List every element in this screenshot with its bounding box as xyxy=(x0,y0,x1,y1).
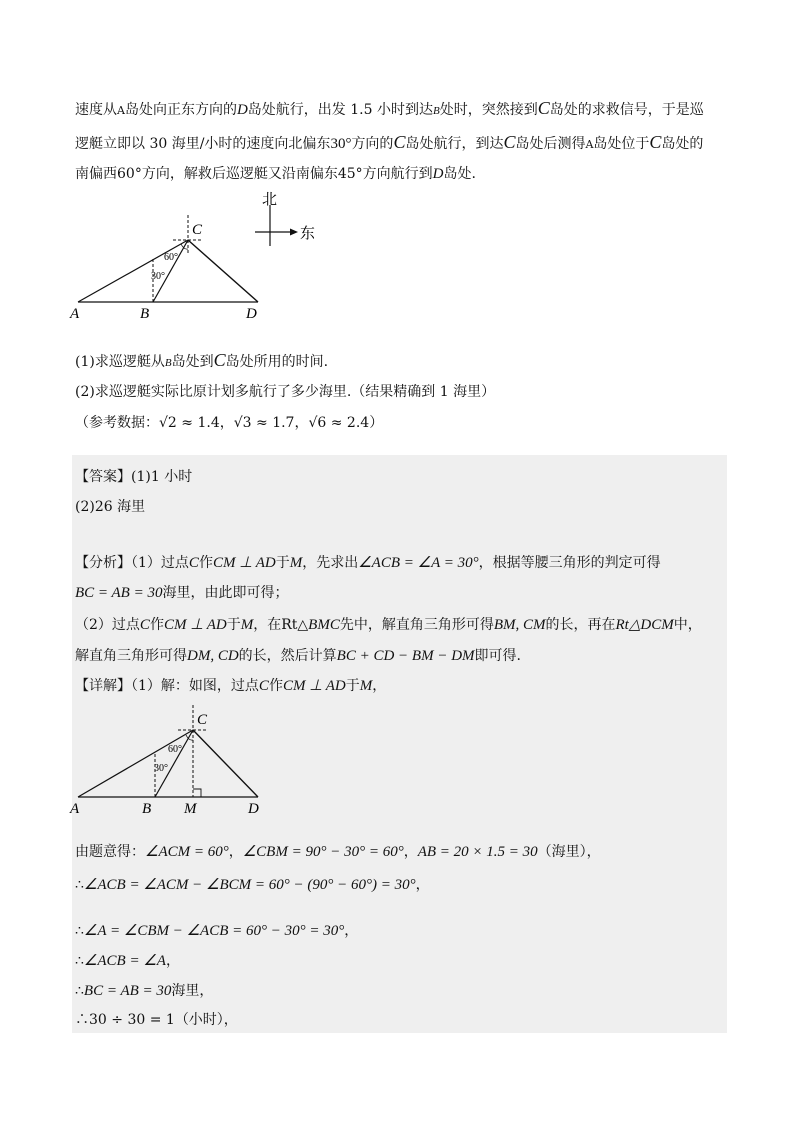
segment-ac xyxy=(78,240,188,302)
solution-line-5: ∴BC = AB = 30海里， xyxy=(75,983,214,999)
label-d: D xyxy=(246,306,257,322)
answer-line-2: (2)26 海里 xyxy=(75,499,146,515)
label-b: B xyxy=(142,801,152,817)
segment-cd xyxy=(188,240,258,302)
solution-line-6: ∴30 ÷ 30 = 1（小时）， xyxy=(75,1012,238,1028)
solution-line-4: ∴∠ACB = ∠A， xyxy=(75,953,180,969)
solution-line-3: ∴∠A = ∠CBM − ∠ACB = 60° − 30° = 30°， xyxy=(75,923,359,939)
triangle-figure-1 xyxy=(60,210,280,330)
problem-line-1: 速度从A岛处向正东方向的D岛处航行，出发 1.5 小时到达B处时，突然接到C岛处的求救信号，于是巡 xyxy=(75,98,704,118)
angle-30-label: 30° xyxy=(154,763,168,774)
solution-line-2: ∴∠ACB = ∠ACM − ∠BCM = 60° − (90° − 60°) = 30°， xyxy=(75,877,430,893)
label-a: A xyxy=(70,306,80,322)
label-m: M xyxy=(184,801,197,817)
detail-line-1: 【详解】（1）解：如图，过点C作CM ⊥ AD于M， xyxy=(75,678,387,694)
answer-line-1: 【答案】(1)1 小时 xyxy=(75,469,193,485)
analysis-line-2: BC = AB = 30海里，由此即可得； xyxy=(75,585,289,601)
compass-east-label: 东 xyxy=(300,224,316,242)
analysis-line-4: 解直角三角形可得DM, CD的长，然后计算BC + CD − BM − DM即可得. xyxy=(75,648,521,664)
question-1: (1)求巡逻艇从B岛处到C岛处所用的时间. xyxy=(75,350,329,370)
analysis-line-1: 【分析】（1）过点C作CM ⊥ AD于M，先求出∠ACB = ∠A = 30°，根据等腰三角形的判定可得 xyxy=(75,555,661,571)
compass-north-label: 北 xyxy=(262,190,278,208)
label-c: C xyxy=(192,222,203,238)
angle-30-label: 30° xyxy=(151,271,165,282)
problem-line-3: 南偏西60°方向，解救后巡逻艇又沿南偏东45°方向航行到D岛处. xyxy=(75,166,476,182)
problem-line-2: 逻艇立即以 30 海里/小时的速度向北偏东30°方向的C岛处航行，到达C岛处后测得A岛处位于C岛处的 xyxy=(75,132,704,152)
triangle-figure-2 xyxy=(60,700,280,825)
angle-60-label: 60° xyxy=(164,252,178,263)
east-arrow-icon xyxy=(290,229,298,236)
solution-line-1: 由题意得：∠ACM = 60°，∠CBM = 90° − 30° = 60°，AB = 20 × 1.5 = 30（海里）， xyxy=(75,844,601,860)
angle-60-label: 60° xyxy=(168,744,182,755)
reference-data: （参考数据：√2 ≈ 1.4，√3 ≈ 1.7，√6 ≈ 2.4） xyxy=(75,415,384,431)
segment-cd xyxy=(193,730,258,797)
label-c: C xyxy=(197,712,208,728)
right-angle-mark xyxy=(193,789,201,797)
analysis-line-3: （2）过点C作CM ⊥ AD于M，在Rt△BMC先中，解直角三角形可得BM, CM的长，再在Rt△DCM中， xyxy=(75,617,702,633)
label-d: D xyxy=(248,801,259,817)
question-2: (2)求巡逻艇实际比原计划多航行了多少海里.（结果精确到 1 海里） xyxy=(75,384,496,400)
label-a: A xyxy=(70,801,80,817)
segment-ac xyxy=(78,730,193,797)
compass-figure xyxy=(250,190,330,250)
label-b: B xyxy=(140,306,150,322)
